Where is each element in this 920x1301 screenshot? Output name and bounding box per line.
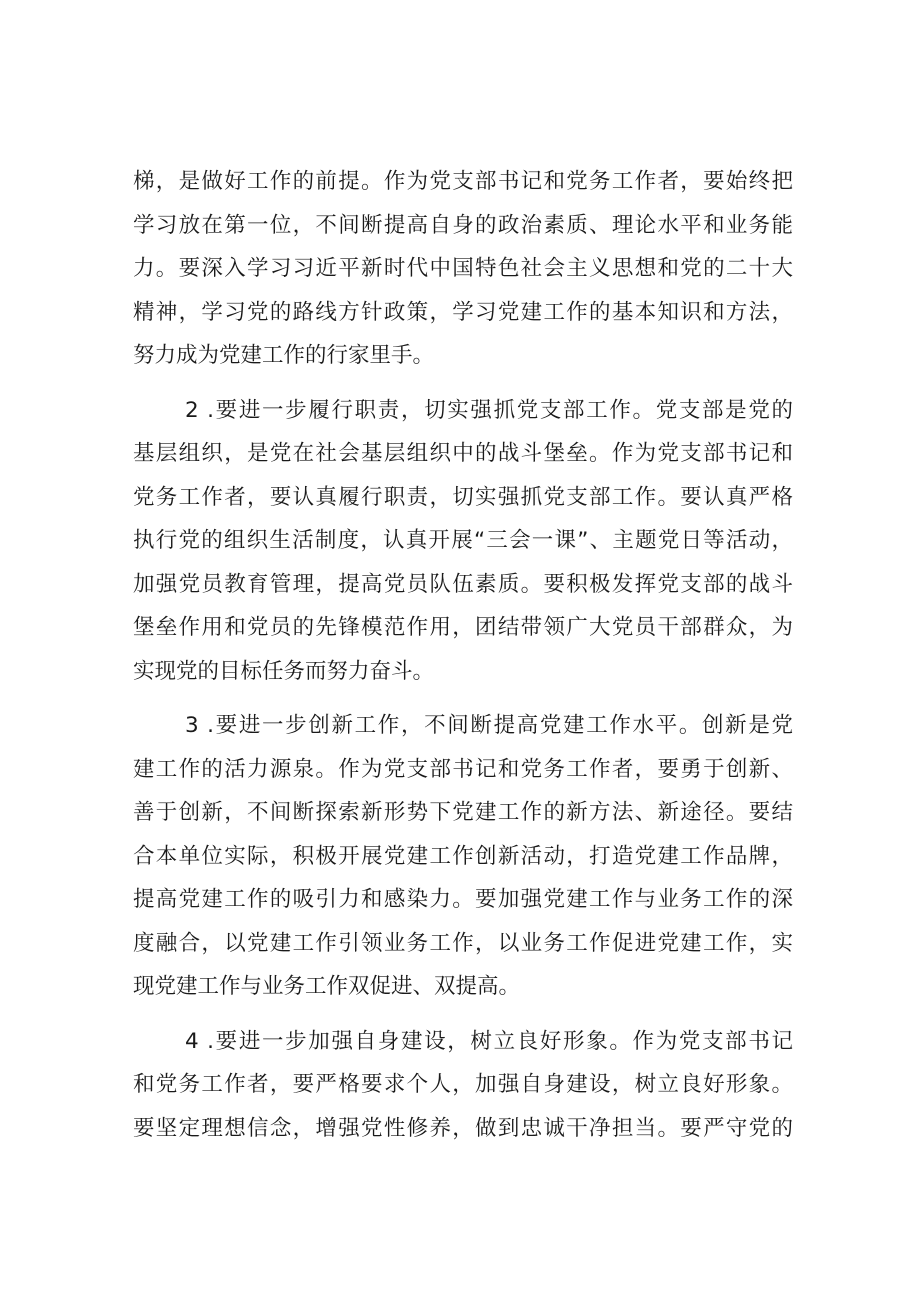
- text-line: 梯，是做好工作的前提。作为党支部书记和党务工作者，要始终把: [133, 169, 793, 194]
- text-line: 现党建工作与业务工作双促进、双提高。: [133, 974, 521, 999]
- text-line: 度融合，以党建工作引领业务工作，以业务工作促进党建工作，实: [133, 930, 793, 956]
- text-line: 党务工作者，要认真履行职责，切实强抓党支部工作。要认真严格: [133, 484, 793, 510]
- text-line: 善于创新，不间断探索新形势下党建工作的新方法、新途径。要结: [133, 800, 793, 825]
- text-line: 建工作的活力源泉。作为党支部书记和党务工作者，要勇于创新、: [133, 756, 793, 782]
- paragraph-2: [133, 389, 793, 694]
- text-line: 和党务工作者，要严格要求个人，加强自身建设，树立良好形象。: [133, 1072, 793, 1097]
- text-line: 提高党建工作的吸引力和感染力。要加强党建工作与业务工作的深: [133, 887, 793, 912]
- text-line: 实现党的目标任务而努力奋斗。: [133, 658, 435, 684]
- text-line: 4 .要进一步加强自身建设，树立良好形象。作为党支部书记: [185, 1028, 793, 1054]
- text-line: 3 .要进一步创新工作，不间断提高党建工作水平。创新是党: [185, 713, 793, 738]
- text-line: 执行党的组织生活制度，认真开展“三会一课”、主题党日等活动，: [133, 528, 793, 553]
- text-line: 要坚定理想信念，增强党性修养，做到忠诚干净担当。要严守党的: [133, 1115, 793, 1141]
- paragraph-4: [133, 1020, 793, 1151]
- paragraph-1: [133, 160, 793, 378]
- document-body: [133, 160, 793, 1161]
- text-line: 加强党员教育管理，提高党员队伍素质。要积极发挥党支部的战斗: [133, 571, 793, 597]
- text-line: 基层组织，是党在社会基层组织中的战斗堡垒。作为党支部书记和: [133, 441, 793, 466]
- text-line: 堡垒作用和党员的先锋模范作用，团结带领广大党员干部群众，为: [133, 615, 793, 640]
- text-line: 精神，学习党的路线方针政策，学习党建工作的基本知识和方法，: [133, 299, 793, 325]
- text-line: 学习放在第一位，不间断提高自身的政治素质、理论水平和业务能: [133, 212, 793, 238]
- text-line: 合本单位实际，积极开展党建工作创新活动，打造党建工作品牌，: [133, 843, 793, 869]
- text-line: 力。要深入学习习近平新时代中国特色社会主义思想和党的二十大: [133, 256, 793, 281]
- text-line: 努力成为党建工作的行家里手。: [133, 343, 435, 368]
- paragraph-3: [133, 704, 793, 1009]
- text-line: 2 .要进一步履行职责，切实强抓党支部工作。党支部是党的: [185, 397, 793, 423]
